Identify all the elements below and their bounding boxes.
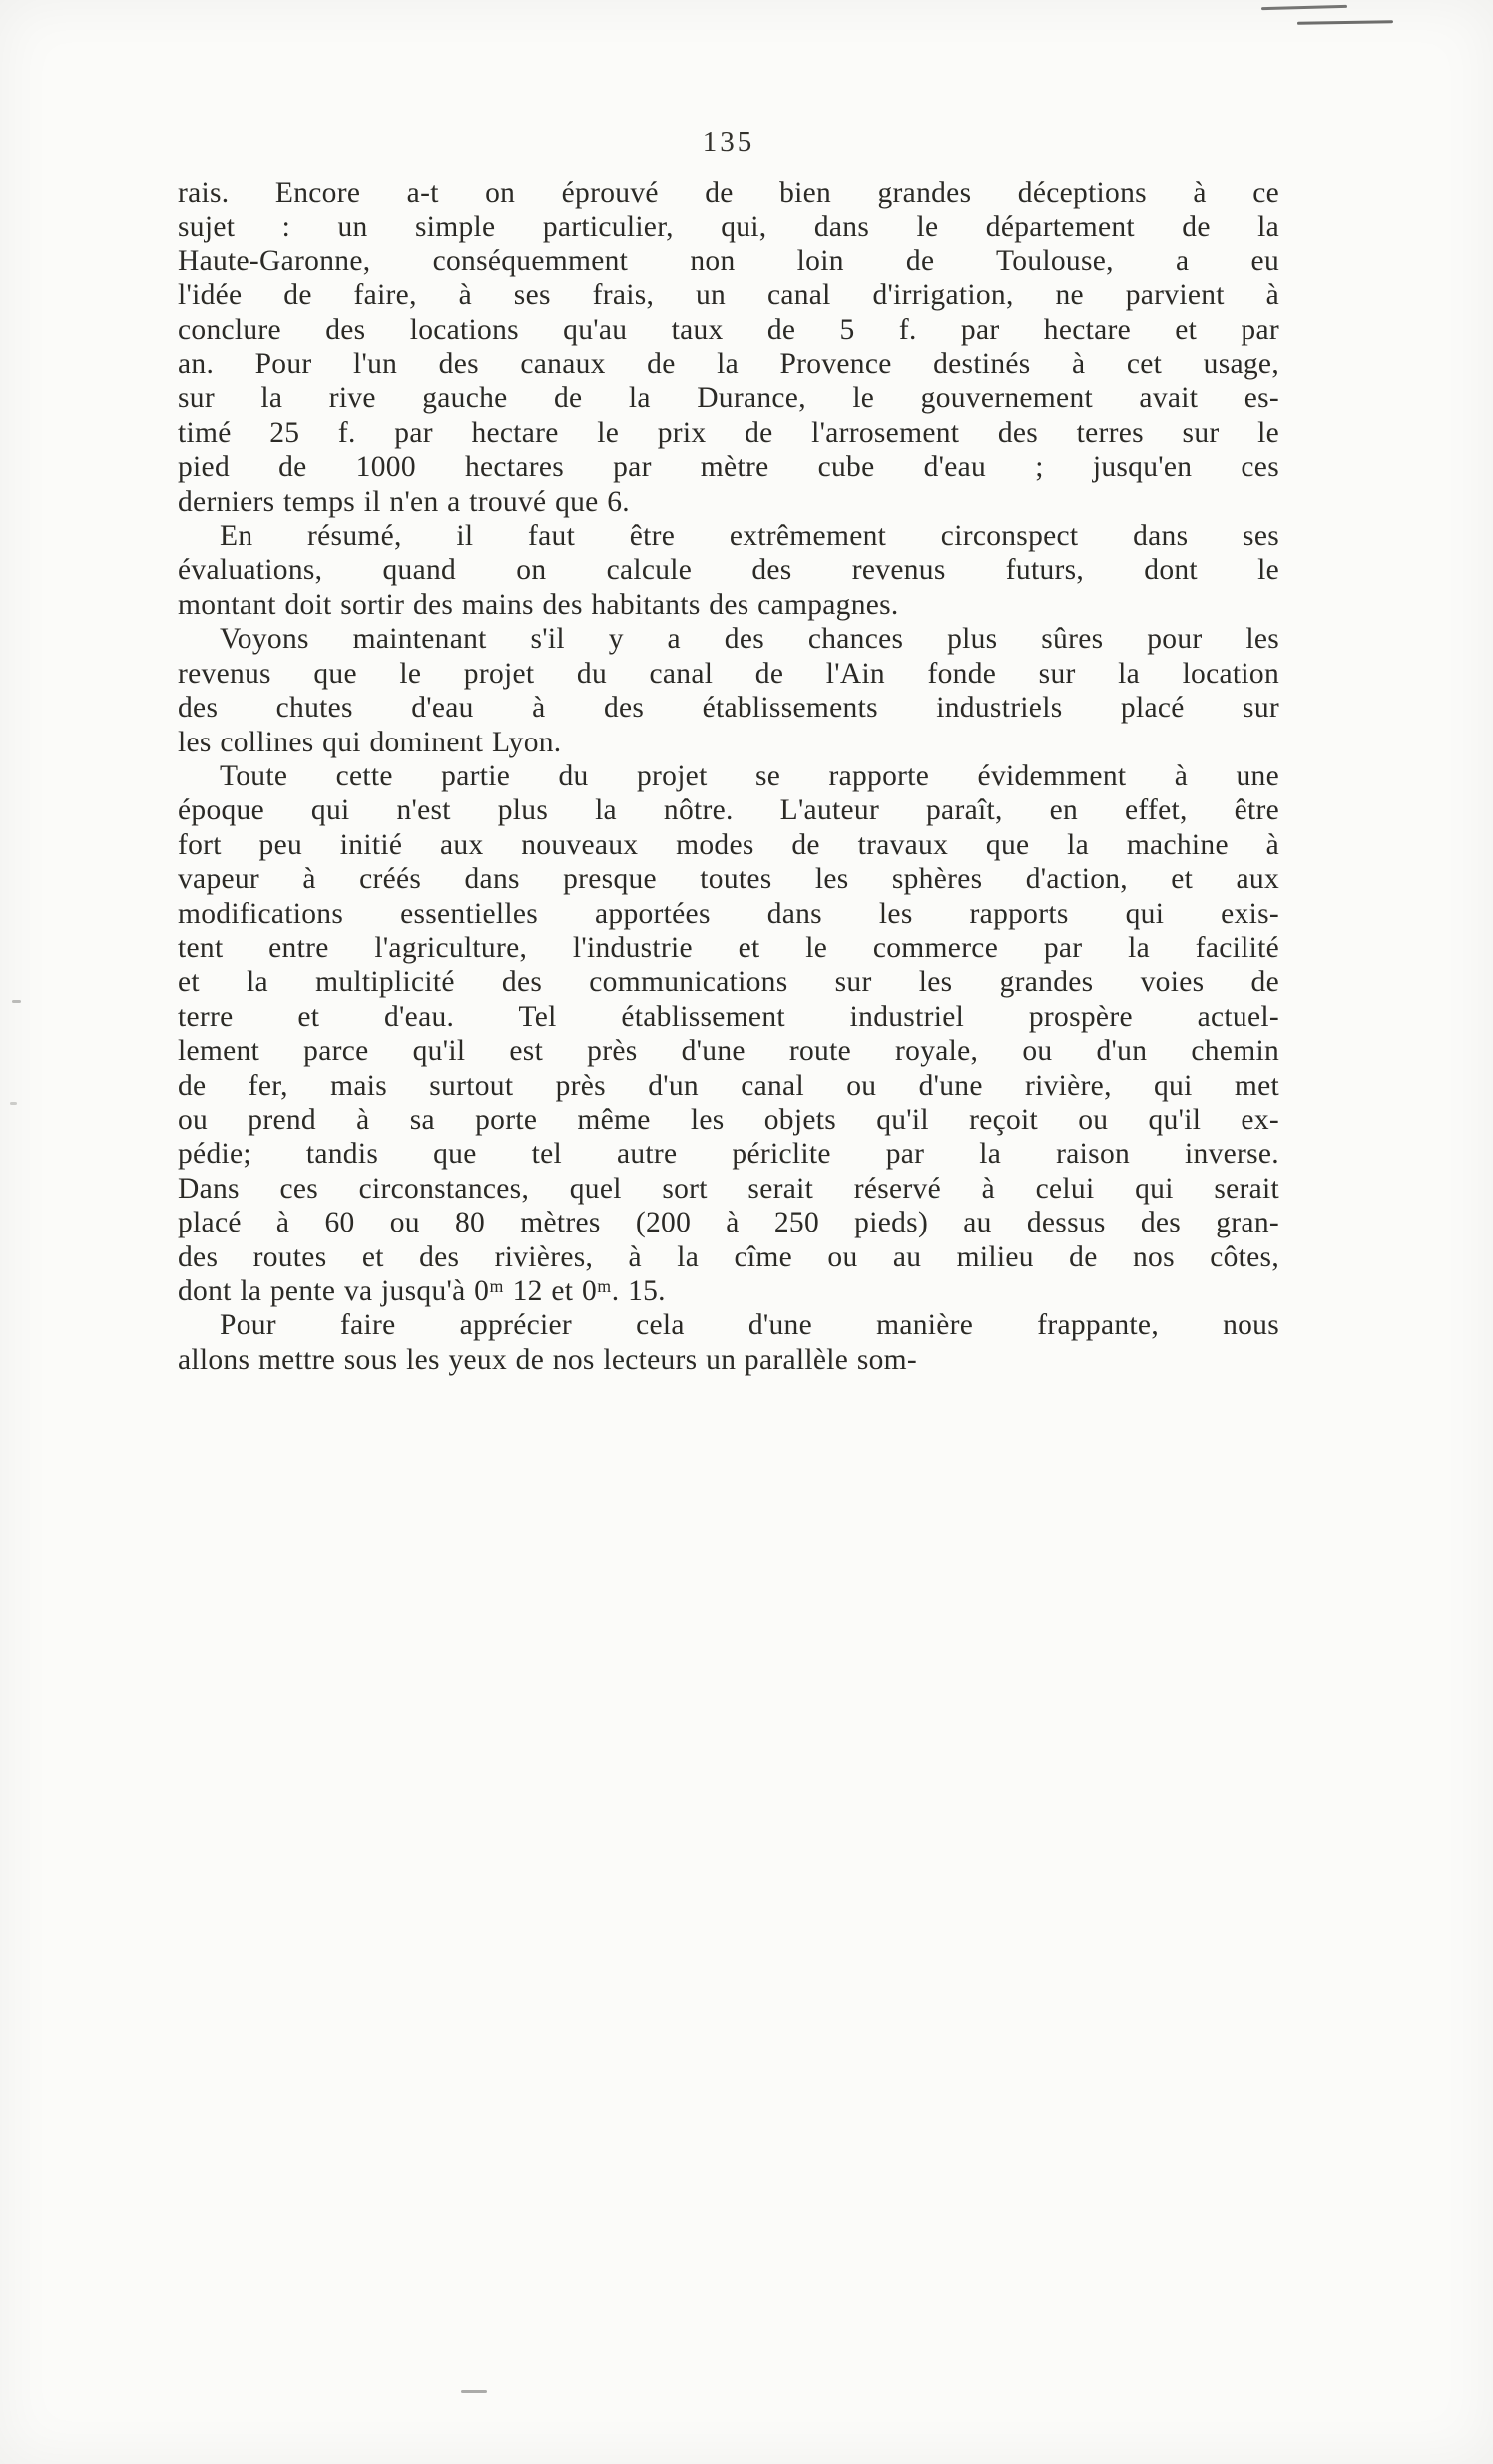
scan-speck-icon: [10, 1102, 17, 1105]
pencil-mark-icon: [1297, 20, 1393, 25]
text-line: et la multiplicité des communications sur les grandes voies de: [178, 966, 1279, 999]
scan-speck-icon: [461, 2390, 487, 2393]
text-line: sujet : un simple particulier, qui, dans le département de la: [178, 211, 1279, 244]
text-line: l'idée de faire, à ses frais, un canal d'irrigation, ne parvient à: [178, 279, 1279, 312]
text-line: montant doit sortir des mains des habitants des campagnes.: [178, 588, 899, 621]
text-line: pied de 1000 hectares par mètre cube d'eau ; jusqu'en ces: [178, 451, 1279, 484]
text-line: des routes et des rivières, à la cîme ou au milieu de nos côtes,: [178, 1240, 1279, 1273]
text-line: tent entre l'agriculture, l'industrie et le commerce par la facilité: [178, 931, 1279, 964]
text-line: les collines qui dominent Lyon.: [178, 726, 562, 758]
text-line: En résumé, il faut être extrêmement circonspect dans ses: [220, 520, 1279, 553]
text-line: époque qui n'est plus la nôtre. L'auteur paraît, en effet, être: [178, 794, 1279, 827]
text-line: Toute cette partie du projet se rapporte évidemment à une: [220, 759, 1279, 792]
text-line: terre et d'eau. Tel établissement industriel prospère actuel-: [178, 1000, 1279, 1033]
text-line: rais. Encore a-t on éprouvé de bien grandes déceptions à ce: [178, 177, 1279, 209]
paragraph: [178, 519, 1279, 622]
text-line: timé 25 f. par hectare le prix de l'arrosement des terres sur le: [178, 416, 1279, 449]
paragraph: [178, 622, 1279, 759]
text-line: an. Pour l'un des canaux de la Provence destinés à cet usage,: [178, 348, 1279, 381]
text-line: modifications essentielles apportées dans les rapports qui exis-: [178, 897, 1279, 930]
paragraph: [178, 176, 1279, 519]
text-line: sur la rive gauche de la Durance, le gouvernement avait es-: [178, 382, 1279, 415]
paragraph: [178, 759, 1279, 1309]
text-line: Voyons maintenant s'il y a des chances plus sûres pour les: [220, 623, 1279, 656]
text-line: Haute-Garonne, conséquemment non loin de Toulouse, a eu: [178, 245, 1279, 277]
text-line: pédie; tandis que tel autre périclite par la raison inverse.: [178, 1138, 1279, 1171]
scan-speck-icon: [12, 1000, 21, 1003]
text-line: ou prend à sa porte même les objets qu'il reçoit ou qu'il ex-: [178, 1103, 1279, 1136]
text-line: dont la pente va jusqu'à 0ᵐ 12 et 0ᵐ. 15.: [178, 1275, 666, 1307]
page-number: 135: [702, 126, 755, 158]
text-line: évaluations, quand on calcule des revenus futurs, dont le: [178, 554, 1279, 587]
page-text: [178, 176, 1279, 1377]
text-line: vapeur à créés dans presque toutes les sphères d'action, et aux: [178, 863, 1279, 896]
text-line: des chutes d'eau à des établissements industriels placé sur: [178, 692, 1279, 725]
text-line: Dans ces circonstances, quel sort serait réservé à celui qui serait: [178, 1172, 1279, 1205]
pencil-mark-icon: [1261, 5, 1347, 10]
text-line: de fer, mais surtout près d'un canal ou d'une rivière, qui met: [178, 1069, 1279, 1102]
text-line: lement parce qu'il est près d'une route royale, ou d'un chemin: [178, 1035, 1279, 1068]
text-line: fort peu initié aux nouveaux modes de travaux que la machine à: [178, 828, 1279, 861]
text-line: revenus que le projet du canal de l'Ain fonde sur la location: [178, 657, 1279, 690]
text-line: placé à 60 ou 80 mètres (200 à 250 pieds) au dessus des gran-: [178, 1207, 1279, 1239]
paragraph: [178, 1308, 1279, 1377]
text-line: allons mettre sous les yeux de nos lecteurs un parallèle som-: [178, 1343, 918, 1376]
text-line: derniers temps il n'en a trouvé que 6.: [178, 485, 630, 518]
text-line: conclure des locations qu'au taux de 5 f. par hectare et par: [178, 313, 1279, 346]
text-line: Pour faire apprécier cela d'une manière frappante, nous: [220, 1309, 1279, 1342]
